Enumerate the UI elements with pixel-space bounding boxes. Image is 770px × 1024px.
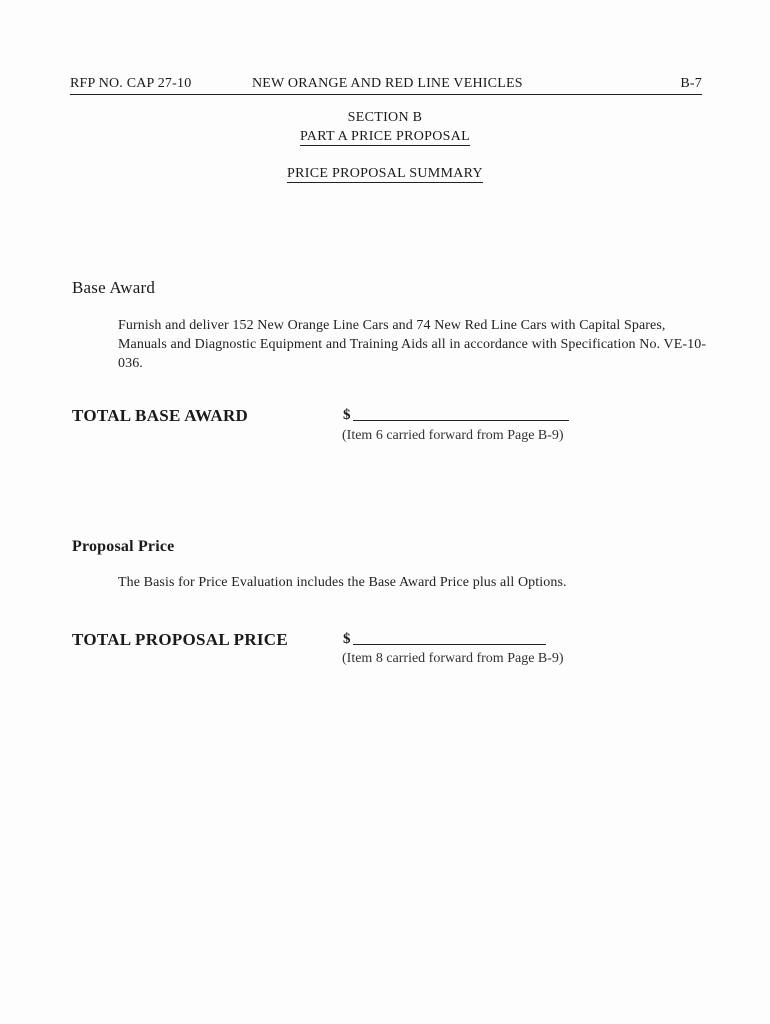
summary-title: PRICE PROPOSAL SUMMARY [287,166,483,181]
total-proposal-price-label: TOTAL PROPOSAL PRICE [72,630,289,649]
document-title: NEW ORANGE AND RED LINE VEHICLES [252,76,523,91]
total-base-award-field [343,407,569,424]
base-award-note: (Item 6 carried forward from Page B-9) [342,428,564,443]
proposal-price-blank-line [353,644,546,645]
section-label: SECTION B [347,110,423,125]
part-label: PART A PRICE PROPOSAL [299,129,471,144]
total-proposal-price-field [343,631,546,648]
proposal-price-note: (Item 8 carried forward from Page B-9) [342,651,564,666]
part-label-line [0,129,770,146]
proposal-price-currency: $ [343,631,351,647]
page-number: B-7 [680,76,702,91]
summary-title-line [0,166,770,183]
section-label-line [0,110,770,126]
base-award-heading: Base Award [72,278,156,297]
base-award-blank-line [353,420,569,421]
base-award-currency: $ [343,407,351,423]
rfp-number: RFP NO. CAP 27-10 [70,76,192,91]
base-award-description: Furnish and deliver 152 New Orange Line Cars and 74 New Red Line Cars with Capital Spares, Manuals and Diagnostic Equipment and Training Aids all in accordance with Specification No. VE-10-036. [118,318,707,371]
total-base-award-label: TOTAL BASE AWARD [72,406,249,425]
proposal-price-heading: Proposal Price [72,538,175,555]
proposal-price-description: The Basis for Price Evaluation includes the Base Award Price plus all Options. [118,575,567,590]
page-header [70,74,702,95]
